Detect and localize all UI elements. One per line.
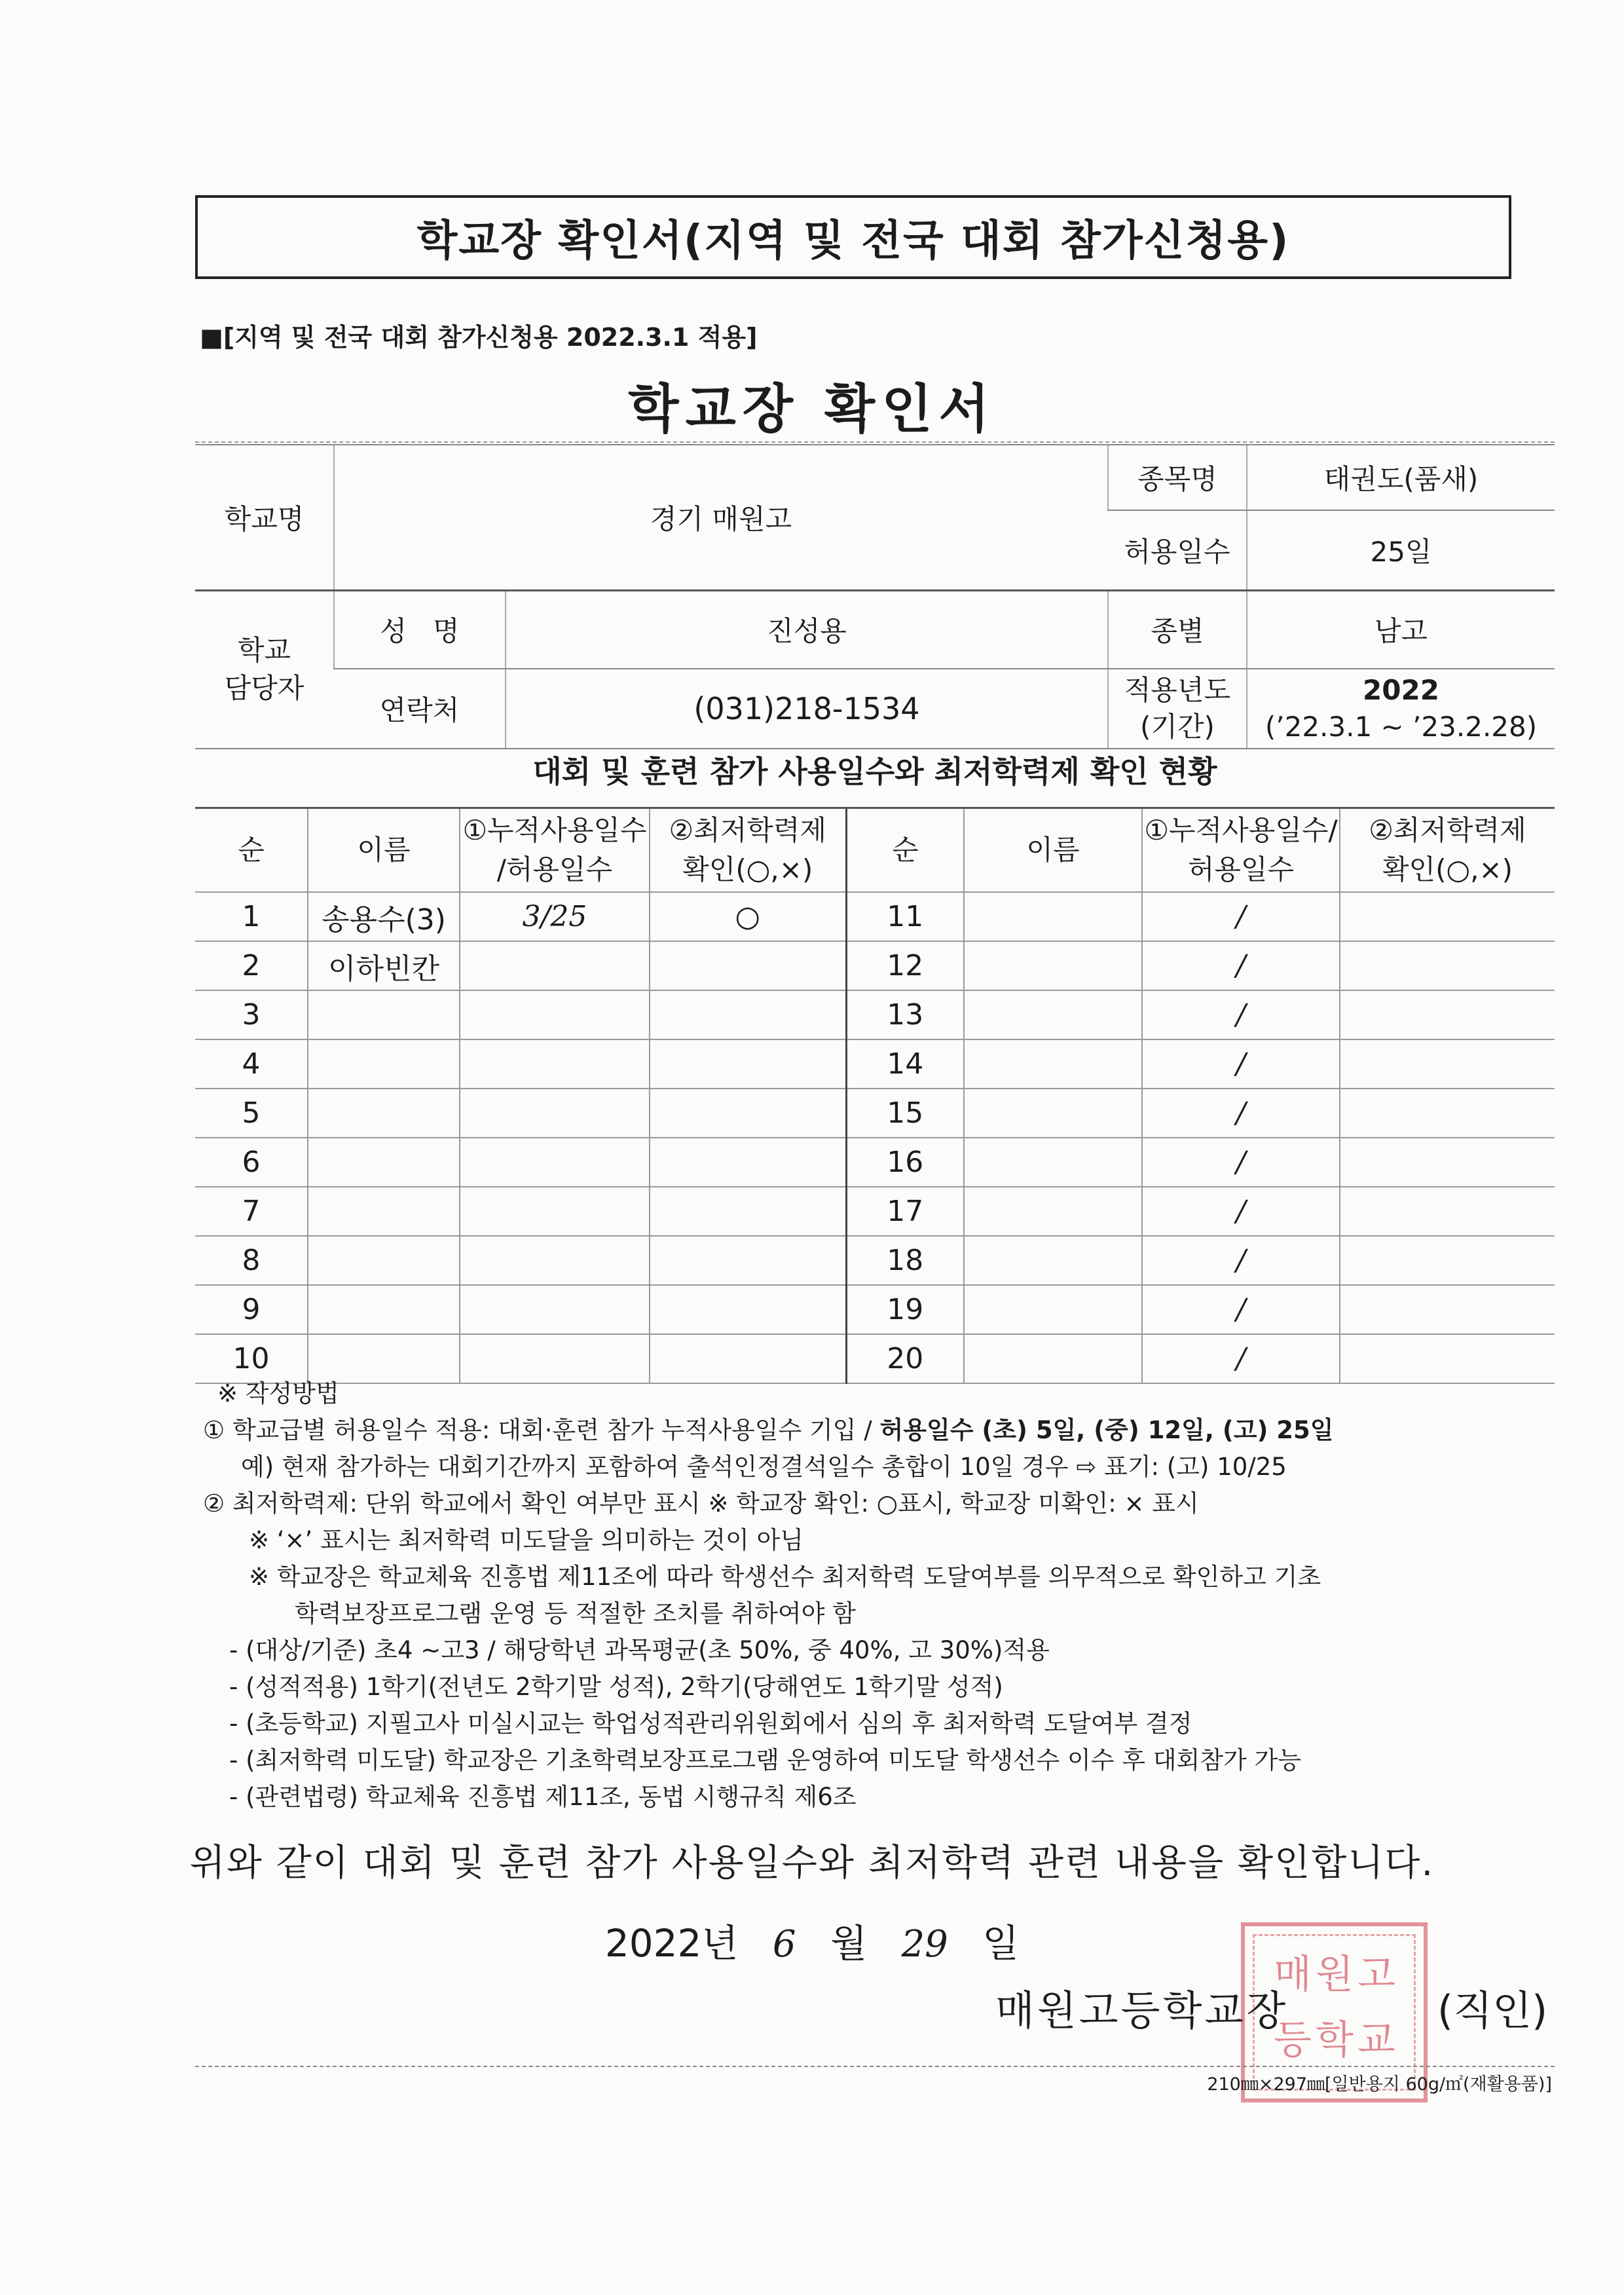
note-1-bold: 허용일수 (초) 5일, (중) 12일, (고) 25일 [879,1416,1334,1444]
usage-cell-check-left [650,1089,846,1138]
usage-cell-name-left [308,1285,460,1334]
type-value: 남고 [1247,590,1555,669]
usage-row [195,1187,1555,1236]
usage-cell-days-left [460,1089,650,1138]
usage-cell-check-left [650,1285,846,1334]
form-subtag: ■[지역 및 전국 대회 참가신청용 2022.3.1 적용] [200,323,758,352]
usage-cell-check-left [650,1138,846,1187]
usage-cell-name-right [964,1187,1142,1236]
header-check-left [650,808,846,893]
usage-cell-days-right: / [1142,941,1340,990]
usage-cell-check-left [650,1039,846,1089]
usage-cell-days-right: / [1142,1039,1340,1089]
detail-3: - (초등학교) 지필고사 미실시교는 학업성적관리위원회에서 심의 후 최저학력 도달여부 결정 [229,1709,1192,1738]
manager-label: 학교 담당자 [195,590,334,749]
detail-2: - (성적적용) 1학기(전년도 2학기말 성적), 2학기(당해연도 1학기말 성적) [229,1673,1003,1701]
date-day: 29 [901,1923,948,1966]
usage-cell-check-right [1340,892,1555,941]
usage-cell-name-right [964,941,1142,990]
seal-label: (직인) [1437,1987,1548,2034]
usage-cell-name-left: 송용수(3) [308,892,460,941]
usage-cell-check-left [650,1187,846,1236]
event-value: 태권도(품새) [1247,445,1555,510]
header-check-right-l1: ②최저학력제 [1369,814,1526,846]
usage-cell-seq-left: 5 [195,1089,308,1138]
usage-cell-days-right: / [1142,1236,1340,1285]
school-value: 경기 매원고 [334,445,1108,590]
type-label: 종별 [1108,590,1247,669]
note-1-text: ① 학교급별 허용일수 적용: 대회·훈련 참가 누적사용일수 기입 / [203,1416,880,1444]
usage-cell-seq-right: 17 [846,1187,964,1236]
usage-cell-check-right [1340,1138,1555,1187]
usage-cell-days-right: / [1142,892,1340,941]
info-table [195,444,1555,749]
usage-row [195,1089,1555,1138]
usage-cell-check-left [650,1236,846,1285]
usage-row [195,892,1555,941]
usage-cell-name-left [308,1089,460,1138]
year-value-cell [1247,669,1555,749]
contact-value: (031)218-1534 [506,669,1108,749]
name-value: 진성용 [506,590,1108,669]
header-days-right-l1: ①누적사용일수/ [1144,814,1338,846]
usage-row [195,1236,1555,1285]
header-days-right [1142,808,1340,893]
date-year: 2022년 [604,1921,739,1966]
usage-cell-check-left [650,990,846,1039]
year-label [1108,669,1247,749]
usage-cell-name-left [308,1138,460,1187]
instructions [203,1375,1565,1816]
usage-cell-name-left [308,1039,460,1089]
usage-cell-name-left: 이하빈칸 [308,941,460,990]
date-month: 6 [772,1923,796,1966]
usage-cell-check-right [1340,1089,1555,1138]
event-label: 종목명 [1108,445,1247,510]
usage-cell-name-right [964,990,1142,1039]
usage-cell-seq-left: 8 [195,1236,308,1285]
usage-cell-seq-right: 18 [846,1236,964,1285]
notes-heading: ※ 작성방법 [217,1379,339,1408]
usage-cell-seq-right: 15 [846,1089,964,1138]
confirmation-statement: 위와 같이 대회 및 훈련 참가 사용일수와 최저학력 관련 내용을 확인합니다. [189,1842,1435,1884]
note-1-example: 예) 현재 참가하는 대회기간까지 포함하여 출석인정결석일수 총합이 10일 경우 ⇨ 표기: (고) 10/25 [241,1453,1287,1481]
usage-cell-days-right: / [1142,1187,1340,1236]
name-label: 성 명 [334,590,506,669]
usage-cell-name-left [308,1236,460,1285]
usage-cell-seq-right: 12 [846,941,964,990]
section-title: 대회 및 훈련 참가 사용일수와 최저학력제 확인 현황 [532,754,1217,789]
allowed-days-label: 허용일수 [1108,510,1247,590]
usage-cell-days-left [460,941,650,990]
usage-cell-seq-left: 1 [195,892,308,941]
usage-cell-seq-left: 3 [195,990,308,1039]
usage-row [195,990,1555,1039]
contact-label: 연락처 [334,669,506,749]
usage-cell-days-right: / [1142,1285,1340,1334]
year-label-line2: (기간) [1140,711,1215,743]
box-title: 학교장 확인서(지역 및 전국 대회 참가신청용) [416,217,1290,265]
usage-row [195,1285,1555,1334]
usage-cell-check-right [1340,1236,1555,1285]
note-4: ※ 학교장은 학교체육 진흥법 제11조에 따라 학생선수 최저학력 도달여부를 의무적으로 확인하고 기초 [249,1563,1321,1591]
note-3: ※ ‘×’ 표시는 최저학력 미도달을 의미하는 것이 아님 [249,1526,803,1554]
date-day-unit: 일 [982,1921,1020,1966]
usage-cell-days-right: / [1142,1138,1340,1187]
header-days-right-l2: 허용일수 [1187,853,1295,886]
header-check-right-l2: 확인(○,×) [1382,853,1513,886]
note-2: ② 최저학력제: 단위 학교에서 확인 여부만 표시 ※ 학교장 확인: ○표시, 학교장 미확인: × 표시 [203,1489,1199,1518]
usage-cell-check-left [650,941,846,990]
usage-cell-seq-right: 16 [846,1138,964,1187]
usage-cell-name-left [308,990,460,1039]
header-name-right: 이름 [964,808,1142,893]
usage-cell-seq-right: 14 [846,1039,964,1089]
usage-cell-days-left [460,1187,650,1236]
usage-cell-check-right [1340,1187,1555,1236]
header-name-left: 이름 [308,808,460,893]
usage-cell-days-left [460,1138,650,1187]
date-month-unit: 월 [830,1921,867,1966]
header-days-left [460,808,650,893]
header-title-box [195,195,1511,279]
usage-cell-name-right [964,1138,1142,1187]
usage-cell-seq-right: 19 [846,1285,964,1334]
usage-cell-name-left [308,1187,460,1236]
usage-cell-name-right [964,1089,1142,1138]
signer-name: 매원고등학교장 [995,1987,1289,2034]
usage-cell-seq-left: 6 [195,1138,308,1187]
main-title: 학교장 확인서 [628,379,996,439]
detail-1: - (대상/기준) 초4 ~고3 / 해당학년 과목평균(초 50%, 중 40%, 고 30%)적용 [229,1636,1050,1664]
usage-cell-days-left [460,990,650,1039]
paper-spec: 210㎜×297㎜[일반용지 60g/㎡(재활용품)] [1207,2074,1552,2095]
usage-cell-seq-left: 10 [195,1334,308,1383]
header-days-left-l1: ①누적사용일수 [462,814,647,846]
usage-cell-days-left [460,1236,650,1285]
usage-cell-check-left: ○ [650,892,846,941]
usage-cell-days-right: / [1142,1089,1340,1138]
detail-5: - (관련법령) 학교체육 진흥법 제11조, 동법 시행규칙 제6조 [229,1783,857,1811]
usage-cell-days-right: / [1142,1334,1340,1383]
usage-cell-name-right [964,1236,1142,1285]
allowed-days-value: 25일 [1247,510,1555,590]
usage-cell-name-right [964,1039,1142,1089]
detail-4: - (최저학력 미도달) 학교장은 기초학력보장프로그램 운영하여 미도달 학생선수 이수 후 대회참가 가능 [229,1746,1302,1774]
seal-lettering: 매원고 등학교 [1274,1952,1399,2063]
usage-cell-seq-right: 20 [846,1334,964,1383]
year-label-line1: 적용년도 [1124,674,1231,706]
header-seq-right: 순 [846,808,964,893]
usage-cell-days-right: / [1142,990,1340,1039]
usage-row [195,1039,1555,1089]
school-label: 학교명 [195,445,334,590]
usage-cell-seq-left: 2 [195,941,308,990]
usage-cell-seq-left: 4 [195,1039,308,1089]
usage-header-row [195,808,1555,893]
usage-cell-seq-right: 13 [846,990,964,1039]
usage-row [195,941,1555,990]
header-days-left-l2: /허용일수 [496,853,613,886]
usage-cell-seq-left: 7 [195,1187,308,1236]
usage-row [195,1138,1555,1187]
usage-cell-days-left: 3/25 [460,892,650,941]
usage-cell-name-right [964,892,1142,941]
header-check-right [1340,808,1555,893]
period-value: (’22.3.1 ~ ’23.2.28) [1264,711,1538,743]
usage-cell-seq-right: 11 [846,892,964,941]
header-check-left-l2: 확인(○,×) [682,853,813,886]
usage-cell-check-right [1340,941,1555,990]
usage-cell-name-right [964,1285,1142,1334]
year-value: 2022 [1363,674,1439,706]
usage-cell-check-right [1340,1039,1555,1089]
usage-cell-days-left [460,1285,650,1334]
usage-cell-seq-left: 9 [195,1285,308,1334]
usage-cell-days-left [460,1039,650,1089]
header-seq-left: 순 [195,808,308,893]
note-1 [203,1412,1565,1449]
top-rule [195,441,1555,443]
note-5: 학력보장프로그램 운영 등 적절한 조치를 취하여야 함 [295,1599,856,1628]
usage-table [195,807,1555,1384]
usage-cell-check-right [1340,1285,1555,1334]
usage-cell-check-right [1340,990,1555,1039]
header-check-left-l1: ②최저학력제 [669,814,826,846]
footer-rule [195,2066,1555,2067]
